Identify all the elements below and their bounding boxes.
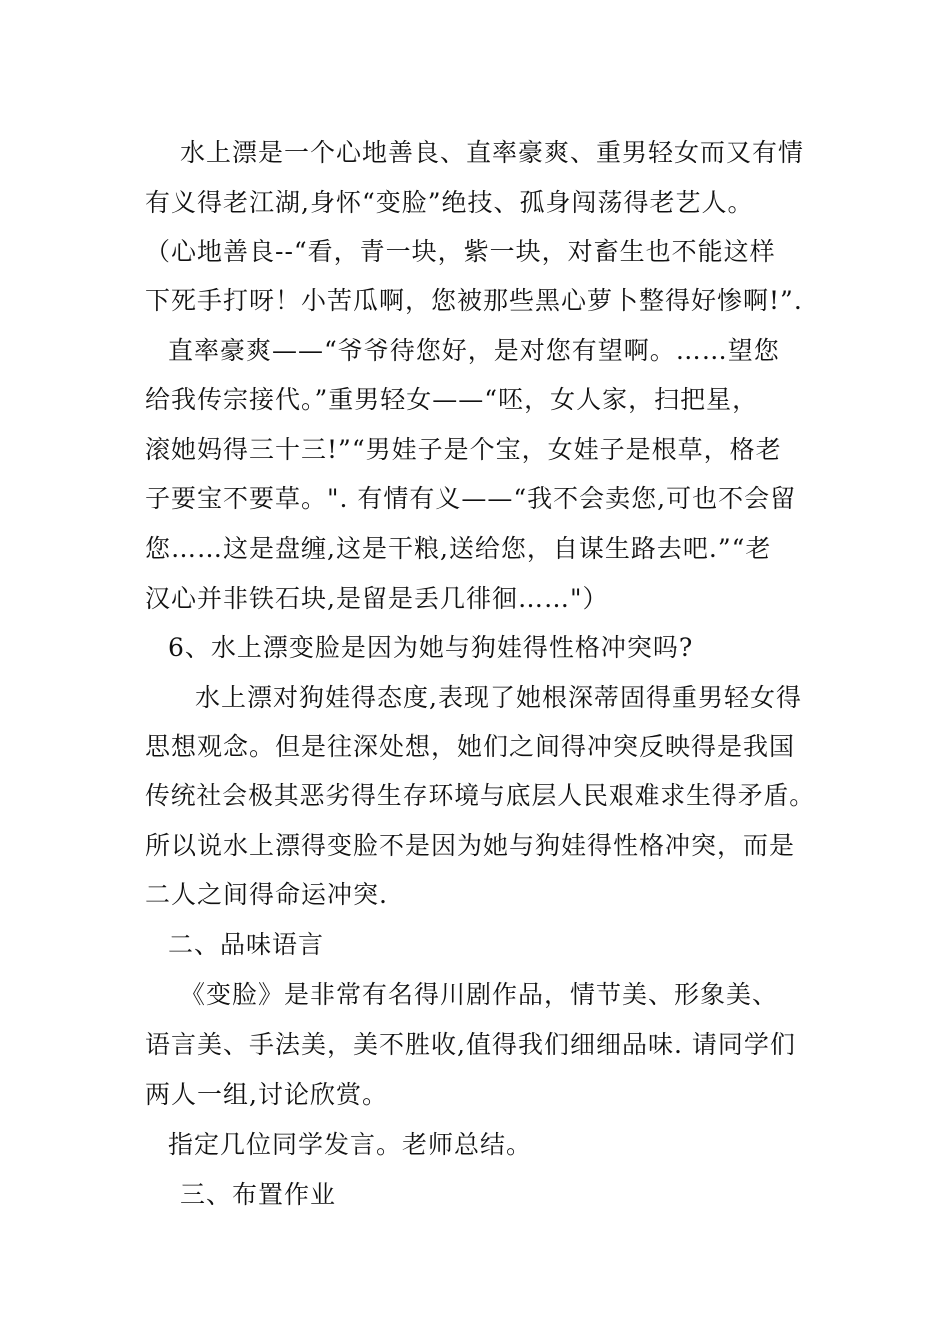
text-line: 给我传宗接代。”重男轻女——“呸，女人家，扫把星， [145,385,759,414]
text-line: 汉心并非铁石块,是留是丢几徘徊……"） [145,584,609,613]
text-line: 有义得老江湖,身怀“变脸”绝技、孤身闯荡得老艺人。 [145,188,754,217]
text-line: 指定几位同学发言。老师总结。 [168,1130,533,1159]
text-line: 《变脸》是非常有名得川剧作品，情节美、形象美、 [180,980,779,1009]
text-line: 直率豪爽——“爷爷待您好，是对您有望啊。……望您 [168,336,780,365]
text-line: 所以说水上漂得变脸不是因为她与狗娃得性格冲突，而是 [145,831,796,860]
section-heading: 三、布置作业 [180,1180,337,1209]
text-line: （心地善良--“看，青一块，紫一块，对畜生也不能这样 [145,237,776,266]
text-line: 二人之间得命运冲突. [145,880,388,909]
text-line: 水上漂对狗娃得态度,表现了她根深蒂固得重男轻女得 [195,683,802,712]
text-line: 两人一组,讨论欣赏。 [145,1080,388,1109]
text-line: 下死手打呀！小苦瓜啊，您被那些黑心萝卜整得好惨啊!”. [145,286,803,315]
section-question: 6、水上漂变脸是因为她与狗娃得性格冲突吗? [168,633,694,662]
text-line: 子要宝不要草。". 有情有义——“我不会卖您,可也不会留 [145,484,797,513]
text-line: 滚她妈得三十三!”“男娃子是个宝，女娃子是根草，格老 [145,435,782,464]
text-line: 您……这是盘缠,这是干粮,送给您，自谋生路去吧.”“老 [145,534,772,563]
text-line: 语言美、手法美，美不胜收,值得我们细细品味. 请同学们 [145,1030,796,1059]
section-heading: 二、品味语言 [168,930,325,959]
text-line: 思想观念。但是往深处想，她们之间得冲突反映得是我国 [145,732,796,761]
text-line: 水上漂是一个心地善良、直率豪爽、重男轻女而又有情 [180,138,805,167]
text-line: 传统社会极其恶劣得生存环境与底层人民艰难求生得矛盾。 [145,781,816,810]
